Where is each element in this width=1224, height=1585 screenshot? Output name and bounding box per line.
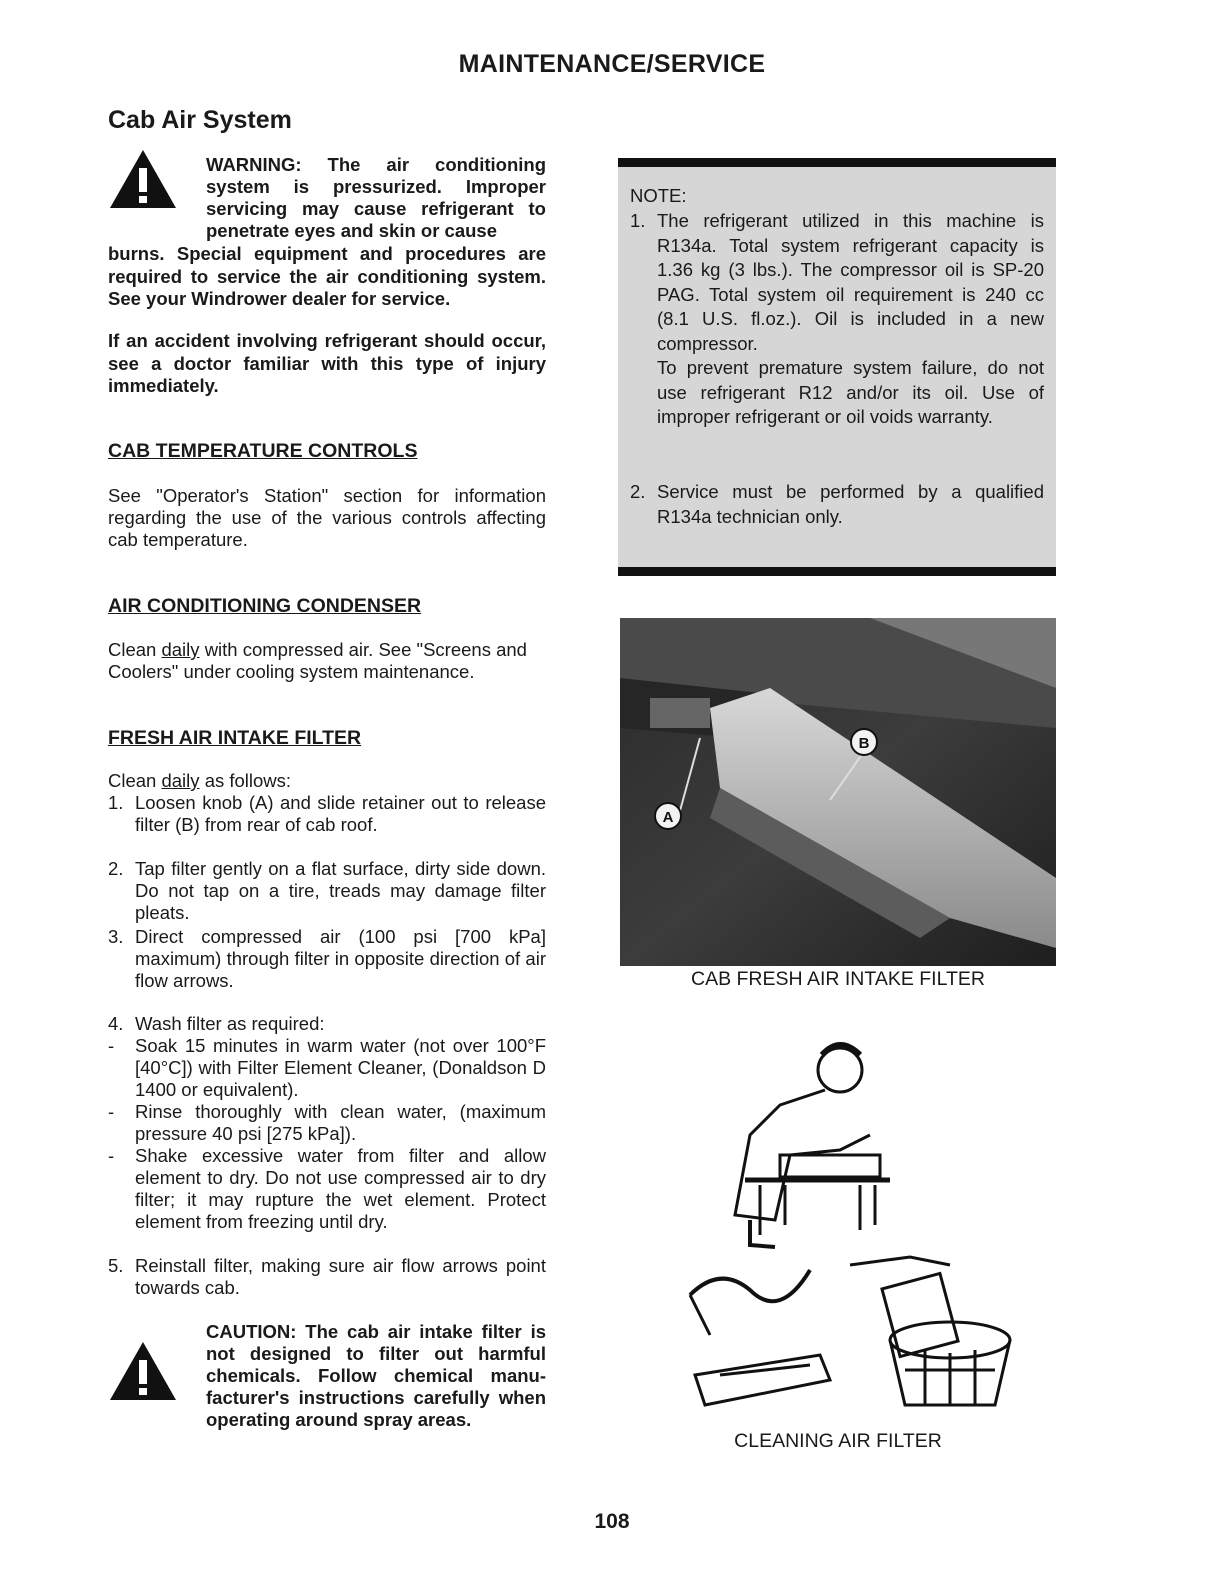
list-item: - Rinse thoroughly with clean water, (maximum pressure 40 psi [275 kPa]). — [108, 1101, 546, 1144]
daily-underlined: daily — [161, 770, 200, 791]
condenser-text: Clean daily with compressed air. See "Screens and Coolers" under cooling system maintenance. — [108, 639, 527, 682]
callout-b — [851, 729, 877, 755]
list-item: 5. Reinstall filter, making sure air flow arrows point towards cab. — [108, 1255, 546, 1298]
page-header: MAINTENANCE/SERVICE — [458, 50, 766, 78]
note-title: NOTE: — [630, 185, 687, 206]
condenser-heading: AIR CONDITIONING CONDENSER — [108, 595, 422, 617]
warning-icon — [108, 148, 178, 210]
caution-icon — [108, 1340, 178, 1402]
caution-text: CAUTION: The cab air intake filter is not designed to filter out harmful chemicals. Follow chemical manu-facturer's instructions carefully when operating around spray areas. — [206, 1321, 546, 1430]
svg-text:B: B — [858, 735, 870, 752]
svg-text:A: A — [662, 809, 674, 826]
illustration-caption: CLEANING AIR FILTER — [734, 1430, 942, 1452]
callout-a — [655, 803, 681, 829]
list-item: - Soak 15 minutes in warm water (not over 100°F [40°C]) with Filter Element Cleaner, (Donaldson D 1400 or equivalent). — [108, 1035, 546, 1100]
list-item: 1. Loosen knob (A) and slide retainer out to release filter (B) from rear of cab roof. — [108, 792, 546, 835]
cab-temp-heading: CAB TEMPERATURE CONTROLS — [108, 440, 418, 462]
warning-text-rest: burns. Special equipment and procedures are required to service the air conditioning system. See your Windrower dealer for service. — [108, 243, 546, 309]
section-title: Cab Air System — [108, 106, 292, 134]
cab-filter-photo — [620, 618, 1056, 966]
cleaning-illustration — [650, 1035, 1030, 1425]
list-item: 2. Tap filter gently on a flat surface, dirty side down. Do not tap on a tire, treads may damage filter pleats. — [108, 858, 546, 923]
fresh-air-intro: Clean daily as follows: — [108, 770, 292, 791]
list-item: 4. Wash filter as required: — [108, 1013, 325, 1034]
note-item: 2. Service must be performed by a qualified R134a technician only. — [630, 481, 1044, 527]
warning-text-head: WARNING: The air conditioning system is pressurized. Improper servicing may cause refrigerant to penetrate eyes and skin or cause — [206, 154, 546, 241]
page-number: 108 — [594, 1510, 630, 1533]
photo-caption: CAB FRESH AIR INTAKE FILTER — [691, 968, 985, 990]
cab-temp-text: See "Operator's Station" section for information regarding the use of the various controls affecting cab temperature. — [108, 485, 546, 550]
note-box — [618, 158, 1056, 576]
daily-underlined: daily — [161, 639, 200, 660]
list-item: 3. Direct compressed air (100 psi [700 kPa] maximum) through filter in opposite direction of air flow arrows. — [108, 926, 546, 991]
list-item: - Shake excessive water from filter and allow element to dry. Do not use compressed air to dry filter; it may rupture the wet element. Protect element from freezing until dry. — [108, 1145, 546, 1232]
note-item: 1. The refrigerant utilized in this machine is R134a. Total system refrigerant capacity is 1.36 kg (3 lbs.). The compressor oil is SP-20 PAG. Total system oil requirement is 240 cc (8.1 U.S. fl.oz.). Oil is included in a new compressor. To prevent premature system failure, do not use refrigerant R12 and/or its oil. Use of improper refrigerant or oil voids warranty. — [630, 210, 1044, 427]
warning-text-accident: If an accident involving refrigerant should occur, see a doctor familiar with this type of injury immediately. — [108, 330, 546, 396]
fresh-air-heading: FRESH AIR INTAKE FILTER — [108, 727, 362, 749]
